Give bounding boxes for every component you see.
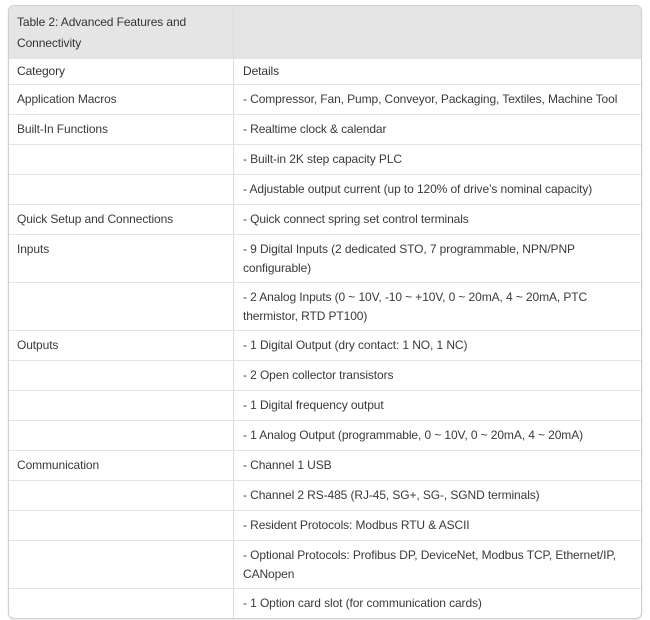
- category-cell: Built-In Functions: [9, 115, 234, 144]
- category-cell: [9, 589, 234, 618]
- category-cell: [9, 541, 234, 588]
- table-row: [9, 360, 641, 390]
- table-row: [9, 282, 641, 330]
- table-row: [9, 540, 641, 588]
- category-cell: [9, 481, 234, 510]
- table-row: [9, 510, 641, 540]
- details-cell: - Built-in 2K step capacity PLC: [243, 152, 402, 166]
- table-row: [9, 588, 641, 618]
- table-title-spacer: [234, 6, 641, 58]
- details-cell: - Channel 2 RS-485 (RJ-45, SG+, SG-, SGND terminals): [243, 488, 540, 502]
- category-cell: [9, 421, 234, 450]
- category-cell: Quick Setup and Connections: [9, 205, 234, 234]
- table-row: [9, 390, 641, 420]
- details-cell: - Resident Protocols: Modbus RTU & ASCII: [243, 518, 470, 532]
- details-cell: - 1 Digital frequency output: [243, 398, 384, 412]
- details-cell: - 2 Open collector transistors: [243, 368, 394, 382]
- category-cell: Application Macros: [9, 85, 234, 114]
- table-title-row: [9, 6, 641, 58]
- table-row: [9, 420, 641, 450]
- details-cell: - 9 Digital Inputs (2 dedicated STO, 7 programmable, NPN/PNP configurable): [243, 242, 575, 275]
- details-cell: - 1 Option card slot (for communication cards): [243, 596, 482, 610]
- details-cell: - Optional Protocols: Profibus DP, DeviceNet, Modbus TCP, Ethernet/IP, CANopen: [243, 548, 616, 581]
- table-row: [9, 234, 641, 282]
- table-row: [9, 480, 641, 510]
- column-header-details: Details: [243, 64, 279, 78]
- category-cell: [9, 145, 234, 174]
- category-cell: [9, 511, 234, 540]
- category-cell: [9, 175, 234, 204]
- category-cell: [9, 391, 234, 420]
- table-row: [9, 174, 641, 204]
- details-cell: - 2 Analog Inputs (0 ~ 10V, -10 ~ +10V, 0 ~ 20mA, 4 ~ 20mA, PTC thermistor, RTD PT100): [243, 290, 588, 323]
- category-cell: Outputs: [9, 331, 234, 360]
- category-cell: [9, 283, 234, 330]
- table-row: [9, 84, 641, 114]
- details-cell: - Quick connect spring set control terminals: [243, 212, 469, 226]
- table-row: [9, 114, 641, 144]
- table-row: [9, 330, 641, 360]
- table-row: [9, 204, 641, 234]
- table-header-row: [9, 58, 641, 84]
- category-cell: [9, 361, 234, 390]
- details-cell: - 1 Analog Output (programmable, 0 ~ 10V, 0 ~ 20mA, 4 ~ 20mA): [243, 428, 583, 442]
- features-table: [8, 5, 642, 619]
- details-cell: - Realtime clock & calendar: [243, 122, 387, 136]
- details-cell: - Adjustable output current (up to 120% of drive’s nominal capacity): [243, 182, 593, 196]
- table-row: [9, 450, 641, 480]
- category-cell: Inputs: [9, 235, 234, 282]
- details-cell: - Channel 1 USB: [243, 458, 332, 472]
- details-cell: - 1 Digital Output (dry contact: 1 NO, 1 NC): [243, 338, 468, 352]
- category-cell: Communication: [9, 451, 234, 480]
- column-header-category: Category: [9, 59, 234, 84]
- table-row: [9, 144, 641, 174]
- details-cell: - Compressor, Fan, Pump, Conveyor, Packaging, Textiles, Machine Tool: [243, 92, 618, 106]
- table-title: Table 2: Advanced Features and Connectivity: [9, 6, 234, 58]
